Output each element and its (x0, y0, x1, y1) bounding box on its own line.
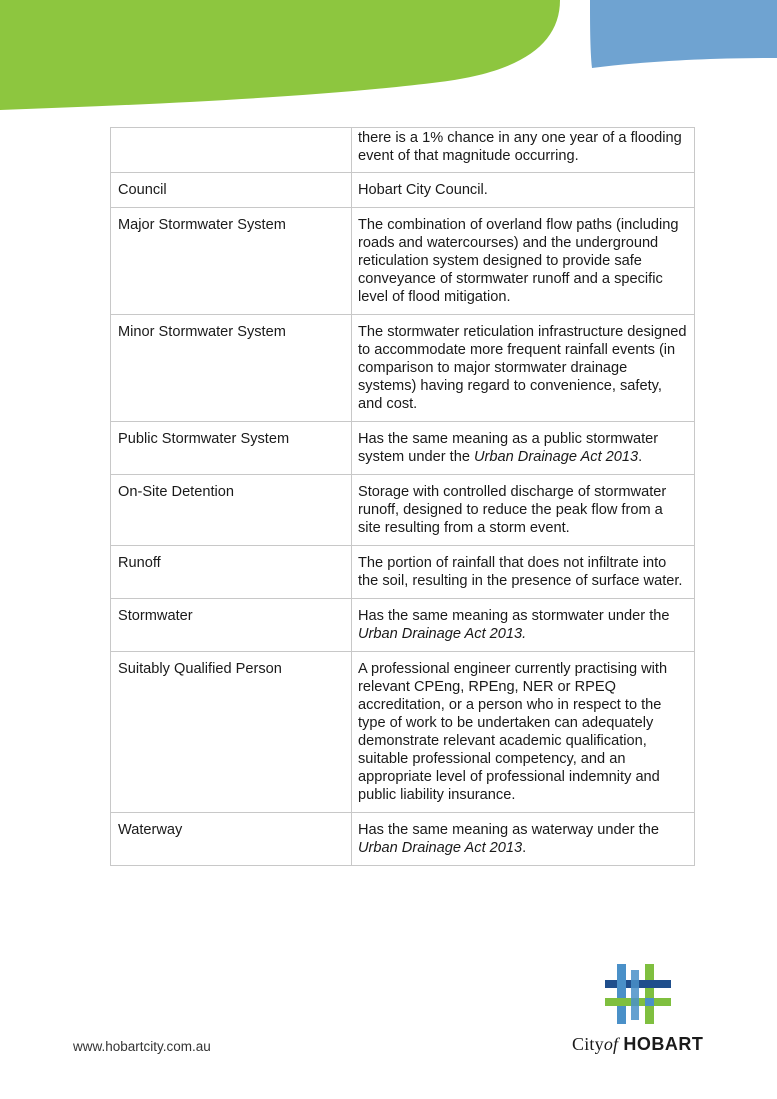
definition-text: Has the same meaning as waterway under the (358, 822, 659, 838)
table-row (111, 546, 695, 599)
definition-cell (352, 813, 695, 866)
term-cell: Major Stormwater System (111, 208, 352, 315)
act-reference: Urban Drainage Act 2013. (358, 626, 527, 642)
term-cell: Waterway (111, 813, 352, 866)
table-row (111, 599, 695, 652)
term-cell: On-Site Detention (111, 475, 352, 546)
definition-suffix: . (638, 449, 643, 465)
table-row (111, 128, 695, 173)
definition-cell: A professional engineer currently practising with relevant CPEng, RPEng, NER or RPEQ accreditation, or a person who in respect to the type of work to be undertaken can adequately demonstrate relevant academic qualification, suitable professional competency, and an appropriate level of professional indemnity and public liability insurance. (352, 652, 695, 813)
header-green-swoosh (0, 0, 560, 110)
table-row (111, 422, 695, 475)
definition-cell: The stormwater reticulation infrastructure designed to accommodate more frequent rainfall events (in comparison to major stormwater drainage systems) having regard to convenience, safety, and cost. (352, 315, 695, 422)
definitions-table (110, 127, 695, 866)
header-banner (0, 0, 777, 115)
definition-cell (352, 599, 695, 652)
term-cell: Public Stormwater System (111, 422, 352, 475)
table-row (111, 652, 695, 813)
definition-suffix: . (522, 840, 527, 856)
hobart-lattice-icon (605, 960, 671, 1028)
term-cell: Runoff (111, 546, 352, 599)
logo-city-text: City (572, 1034, 604, 1054)
table-row (111, 315, 695, 422)
act-reference: Urban Drainage Act 2013 (474, 449, 639, 465)
table-row (111, 813, 695, 866)
table-row (111, 173, 695, 208)
table-row (111, 208, 695, 315)
logo-of-text: of (603, 1034, 619, 1054)
definition-cell (352, 422, 695, 475)
term-cell: Council (111, 173, 352, 208)
act-reference: Urban Drainage Act 2013 (358, 840, 523, 856)
definition-cell: The portion of rainfall that does not infiltrate into the soil, resulting in the presence of surface water. (352, 546, 695, 599)
term-cell: Suitably Qualified Person (111, 652, 352, 813)
city-of-hobart-logo (560, 960, 710, 1060)
definition-text: Has the same meaning as a public stormwater system under the (358, 431, 659, 465)
footer-website-url[interactable]: www.hobartcity.com.au (73, 1039, 211, 1054)
term-cell (111, 128, 352, 173)
table-row (111, 475, 695, 546)
definition-cell: Hobart City Council. (352, 173, 695, 208)
definition-cell: The combination of overland flow paths (including roads and watercourses) and the underground reticulation system designed to provide safe conveyance of stormwater runoff and a specific level of flood mitigation. (352, 208, 695, 315)
definition-cell: there is a 1% chance in any one year of a flooding event of that magnitude occurring. (352, 128, 695, 173)
term-cell: Stormwater (111, 599, 352, 652)
header-blue-band (590, 0, 777, 68)
definition-cell: Storage with controlled discharge of stormwater runoff, designed to reduce the peak flow from a site resulting from a storm event. (352, 475, 695, 546)
definition-text: Has the same meaning as stormwater under the (358, 608, 670, 624)
logo-hobart-text: HOBART (623, 1034, 704, 1054)
term-cell: Minor Stormwater System (111, 315, 352, 422)
logo-wordmark (572, 1034, 703, 1055)
